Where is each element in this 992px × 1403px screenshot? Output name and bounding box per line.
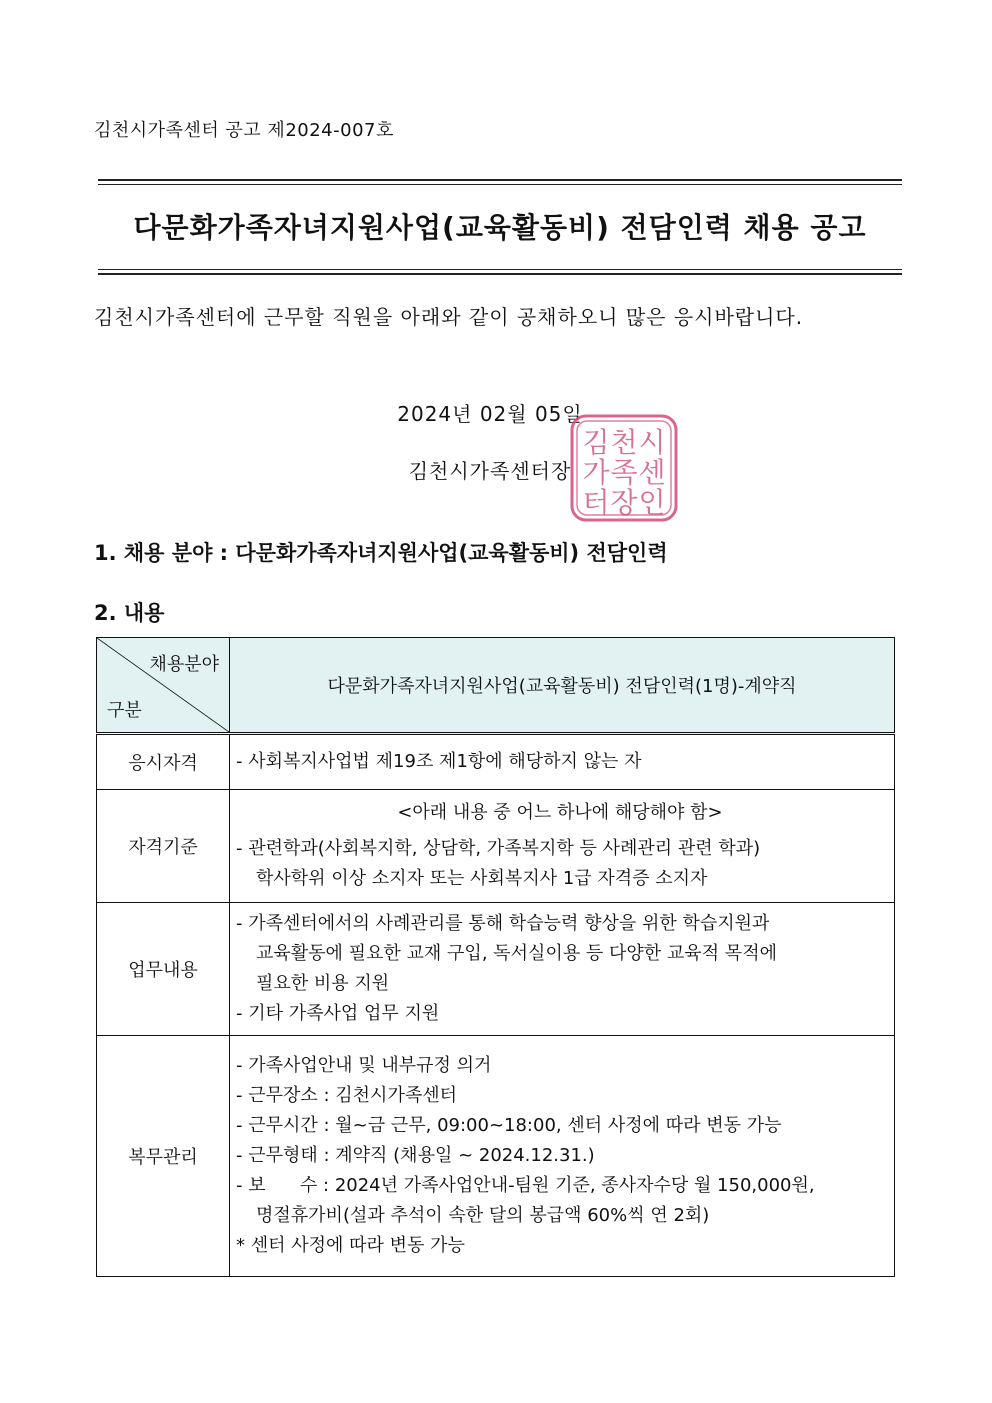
table-row [97, 903, 895, 1036]
row-label-service: 복무관리 [97, 1036, 230, 1277]
seal-char: 족 [610, 456, 638, 489]
content-line: - 사회복지사업법 제19조 제1항에 해당하지 않는 자 [236, 751, 642, 772]
header-value-cell: 다문화가족자녀지원사업(교육활동비) 전담인력(1명)-계약직 [230, 638, 895, 734]
content-line: - 가족사업안내 및 내부규정 의거 [236, 1055, 492, 1076]
content-line: - 관련학과(사회복지학, 상담학, 가족복지학 등 사례관리 관련 학과) [236, 838, 761, 859]
recruitment-table [96, 637, 895, 1277]
section-2-heading: 2. 내용 [94, 601, 165, 625]
seal-char: 인 [638, 486, 666, 519]
content-line: - 근무형태 : 계약직 (채용일 ~ 2024.12.31.) [236, 1145, 595, 1166]
table-row [97, 790, 895, 903]
content-line: 교육활동에 필요한 교재 구입, 독서실이용 등 다양한 교육적 목적에 [256, 943, 777, 964]
seal-char: 가 [582, 456, 610, 489]
content-line: - 근무장소 : 김천시가족센터 [236, 1085, 457, 1106]
header-top-label: 채용분야 [149, 654, 219, 675]
notice-number: 김천시가족센터 공고 제2024-007호 [94, 120, 394, 141]
content-line: - 가족센터에서의 사례관리를 통해 학습능력 향상을 위한 학습지원과 [236, 913, 770, 934]
content-line: 명절휴가비(설과 추석이 속한 달의 봉급액 60%씩 연 2회) [256, 1205, 710, 1226]
seal-char: 천 [610, 426, 638, 459]
row-label-qualification: 응시자격 [97, 734, 230, 790]
header-bottom-label: 구분 [107, 700, 142, 721]
seal-char: 시 [638, 426, 666, 459]
content-line: * 센터 사정에 따라 변동 가능 [236, 1235, 465, 1256]
intro-text: 김천시가족센터에 근무할 직원을 아래와 같이 공채하오니 많은 응시바랍니다. [94, 305, 804, 329]
content-line: - 보 수 : 2024년 가족사업안내-팀원 기준, 종사자수당 월 150,000원, [236, 1175, 815, 1196]
seal-char: 김 [582, 426, 610, 459]
seal-char: 장 [610, 486, 638, 519]
title-rule-top [98, 179, 902, 181]
table-row [97, 734, 895, 790]
content-line: - 기타 가족사업 업무 지원 [236, 1003, 440, 1024]
row-content-service [230, 1036, 895, 1277]
page-title: 다문화가족자녀지원사업(교육활동비) 전담인력 채용 공고 [133, 211, 867, 244]
content-line: 필요한 비용 지원 [256, 973, 390, 994]
row-content-duties [230, 903, 895, 1036]
table-header-row [97, 638, 895, 734]
official-seal-icon [568, 412, 680, 524]
row-content-qualification [230, 734, 895, 790]
table-row [97, 1036, 895, 1277]
seal-char: 센 [638, 456, 666, 489]
title-rule-top-thin [98, 184, 902, 185]
title-rule-bottom [98, 273, 902, 275]
header-corner-cell [97, 638, 230, 734]
notice-date: 2024년 02월 05일 [397, 402, 583, 426]
signer-name: 김천시가족센터장 [408, 459, 572, 483]
seal-char: 터 [582, 486, 610, 519]
criteria-note: <아래 내용 중 어느 하나에 해당해야 함> [397, 802, 723, 823]
title-rule-bottom-thin [98, 269, 902, 270]
row-label-criteria: 자격기준 [97, 790, 230, 903]
content-line: - 근무시간 : 월~금 근무, 09:00~18:00, 센터 사정에 따라 변동 가능 [236, 1115, 782, 1136]
row-content-criteria [230, 790, 895, 903]
row-label-duties: 업무내용 [97, 903, 230, 1036]
section-1-heading: 1. 채용 분야 : 다문화가족자녀지원사업(교육활동비) 전담인력 [94, 541, 668, 565]
content-line: 학사학위 이상 소지자 또는 사회복지사 1급 자격증 소지자 [256, 868, 708, 889]
